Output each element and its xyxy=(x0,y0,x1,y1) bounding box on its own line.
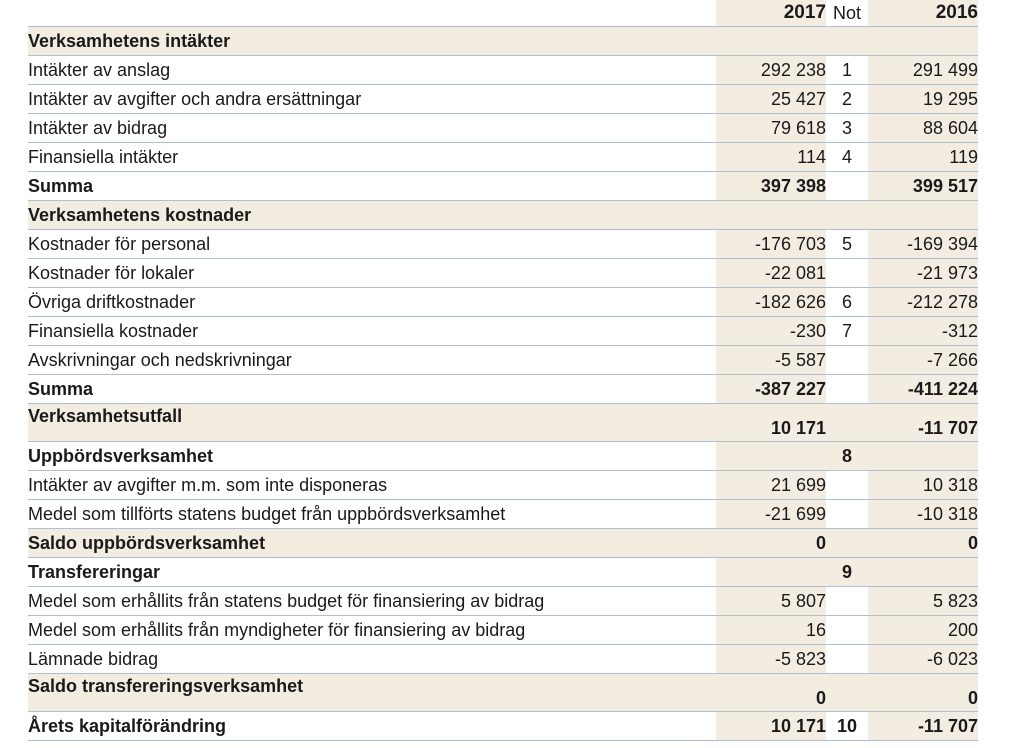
note-number: 10 xyxy=(826,712,868,741)
row-label: Verksamhetens kostnader xyxy=(28,201,716,230)
row-label: Finansiella intäkter xyxy=(28,143,716,172)
value-2017: 5 807 xyxy=(716,587,826,616)
value-2017: -230 xyxy=(716,317,826,346)
table-row xyxy=(28,645,978,674)
note-number xyxy=(826,529,868,558)
value-2017: 10 171 xyxy=(716,404,826,442)
section-header-row xyxy=(28,201,978,230)
value-2016: -212 278 xyxy=(868,288,978,317)
note-number xyxy=(826,616,868,645)
table-row xyxy=(28,259,978,288)
header-row xyxy=(28,0,978,27)
value-2016: 10 318 xyxy=(868,471,978,500)
value-2017: 0 xyxy=(716,529,826,558)
table-row xyxy=(28,114,978,143)
value-2017: 114 xyxy=(716,143,826,172)
value-2016: 0 xyxy=(868,529,978,558)
row-label: Kostnader för lokaler xyxy=(28,259,716,288)
section-header-row xyxy=(28,27,978,56)
row-label: Verksamhetsutfall xyxy=(28,404,716,442)
value-2017: 79 618 xyxy=(716,114,826,143)
value-2016: 0 xyxy=(868,674,978,712)
value-2016: -312 xyxy=(868,317,978,346)
result-row xyxy=(28,529,978,558)
value-2017: 25 427 xyxy=(716,85,826,114)
value-2016: 5 823 xyxy=(868,587,978,616)
value-2016: -21 973 xyxy=(868,259,978,288)
note-number xyxy=(826,645,868,674)
value-2017: 292 238 xyxy=(716,56,826,85)
note-number: 9 xyxy=(826,558,868,587)
note-number xyxy=(826,259,868,288)
sum-row xyxy=(28,172,978,201)
value-2016: 291 499 xyxy=(868,56,978,85)
value-2017: -5 587 xyxy=(716,346,826,375)
note-number xyxy=(826,587,868,616)
note-number: 2 xyxy=(826,85,868,114)
table-row xyxy=(28,616,978,645)
value-2017: 10 171 xyxy=(716,712,826,741)
note-number: 1 xyxy=(826,56,868,85)
table-row xyxy=(28,346,978,375)
value-2017: 21 699 xyxy=(716,471,826,500)
row-label: Avskrivningar och nedskrivningar xyxy=(28,346,716,375)
value-2016: 88 604 xyxy=(868,114,978,143)
value-2016: -11 707 xyxy=(868,404,978,442)
value-2017 xyxy=(716,201,826,230)
row-label: Transfereringar xyxy=(28,558,716,587)
sum-row xyxy=(28,375,978,404)
header-label-cell xyxy=(28,0,716,27)
value-2017 xyxy=(716,27,826,56)
note-number: 3 xyxy=(826,114,868,143)
table-row xyxy=(28,230,978,259)
value-2017: -387 227 xyxy=(716,375,826,404)
table-row xyxy=(28,85,978,114)
value-2017: -5 823 xyxy=(716,645,826,674)
note-number xyxy=(826,346,868,375)
row-label: Årets kapitalförändring xyxy=(28,712,716,741)
note-number xyxy=(826,674,868,712)
row-label: Saldo uppbördsverksamhet xyxy=(28,529,716,558)
header-year-current: 2017 xyxy=(716,0,826,27)
header-note-label: Not xyxy=(826,0,868,27)
note-number: 7 xyxy=(826,317,868,346)
value-2016: -169 394 xyxy=(868,230,978,259)
value-2017: -21 699 xyxy=(716,500,826,529)
subsection-header-row xyxy=(28,558,978,587)
value-2017: 16 xyxy=(716,616,826,645)
row-label: Övriga driftkostnader xyxy=(28,288,716,317)
note-number xyxy=(826,404,868,442)
value-2016 xyxy=(868,558,978,587)
row-label: Verksamhetens intäkter xyxy=(28,27,716,56)
value-2016: 19 295 xyxy=(868,85,978,114)
value-2017: -176 703 xyxy=(716,230,826,259)
note-number xyxy=(826,172,868,201)
row-label: Kostnader för personal xyxy=(28,230,716,259)
table-row xyxy=(28,288,978,317)
row-label: Summa xyxy=(28,375,716,404)
note-number: 8 xyxy=(826,442,868,471)
note-number xyxy=(826,375,868,404)
note-number: 6 xyxy=(826,288,868,317)
value-2017 xyxy=(716,442,826,471)
value-2017: 0 xyxy=(716,674,826,712)
table-row xyxy=(28,317,978,346)
result-row xyxy=(28,674,978,712)
note-number: 5 xyxy=(826,230,868,259)
row-label: Intäkter av avgifter m.m. som inte disponeras xyxy=(28,471,716,500)
value-2017: 397 398 xyxy=(716,172,826,201)
row-label: Intäkter av avgifter och andra ersättningar xyxy=(28,85,716,114)
note-number xyxy=(826,201,868,230)
row-label: Intäkter av anslag xyxy=(28,56,716,85)
table-row xyxy=(28,500,978,529)
table-row xyxy=(28,587,978,616)
row-label: Saldo transfereringsverksamhet xyxy=(28,674,716,712)
note-number xyxy=(826,27,868,56)
row-label: Finansiella kostnader xyxy=(28,317,716,346)
income-statement-table xyxy=(28,0,978,741)
final-result-row xyxy=(28,712,978,741)
header-year-previous: 2016 xyxy=(868,0,978,27)
value-2017 xyxy=(716,558,826,587)
note-number xyxy=(826,471,868,500)
note-number xyxy=(826,500,868,529)
value-2016: 119 xyxy=(868,143,978,172)
value-2016: -10 318 xyxy=(868,500,978,529)
value-2017: -182 626 xyxy=(716,288,826,317)
result-row xyxy=(28,404,978,442)
value-2016: -411 224 xyxy=(868,375,978,404)
value-2017: -22 081 xyxy=(716,259,826,288)
table-row xyxy=(28,471,978,500)
row-label: Uppbördsverksamhet xyxy=(28,442,716,471)
value-2016: 399 517 xyxy=(868,172,978,201)
row-label: Intäkter av bidrag xyxy=(28,114,716,143)
note-number: 4 xyxy=(826,143,868,172)
table-row xyxy=(28,56,978,85)
value-2016 xyxy=(868,27,978,56)
subsection-header-row xyxy=(28,442,978,471)
row-label: Summa xyxy=(28,172,716,201)
value-2016: -11 707 xyxy=(868,712,978,741)
row-label: Lämnade bidrag xyxy=(28,645,716,674)
value-2016 xyxy=(868,442,978,471)
row-label: Medel som erhållits från myndigheter för finansiering av bidrag xyxy=(28,616,716,645)
value-2016: -6 023 xyxy=(868,645,978,674)
value-2016: 200 xyxy=(868,616,978,645)
value-2016 xyxy=(868,201,978,230)
table-row xyxy=(28,143,978,172)
income-statement-body xyxy=(28,0,978,741)
value-2016: -7 266 xyxy=(868,346,978,375)
row-label: Medel som tillförts statens budget från uppbördsverksamhet xyxy=(28,500,716,529)
row-label: Medel som erhållits från statens budget för finansiering av bidrag xyxy=(28,587,716,616)
